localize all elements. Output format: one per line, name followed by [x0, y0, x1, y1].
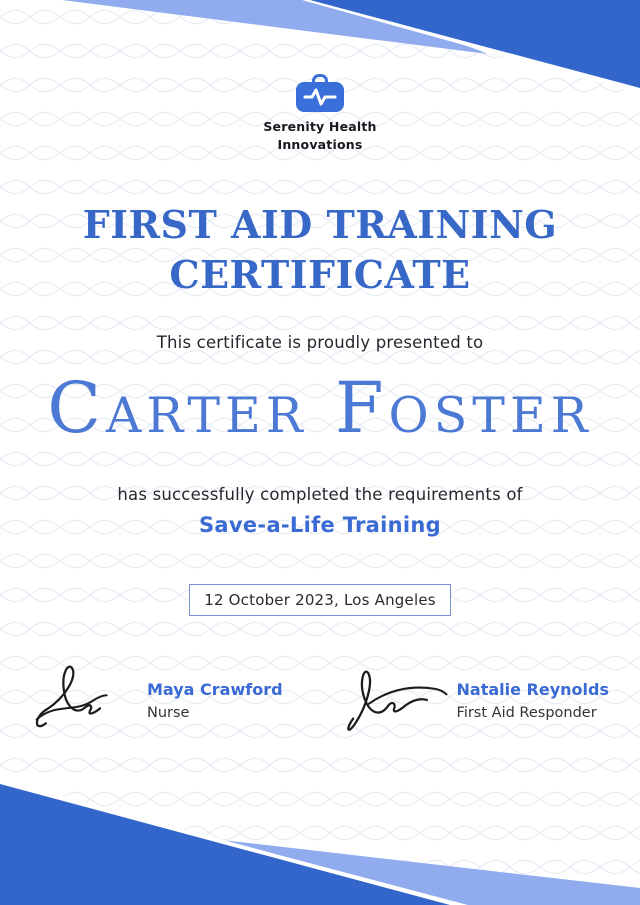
date-location-text: 12 October 2023, Los Angeles — [204, 590, 436, 609]
signature-block-left — [31, 656, 283, 740]
signatory-right-text — [457, 680, 609, 721]
signatory-name: Natalie Reynolds — [456, 679, 609, 699]
signatures-row — [0, 656, 640, 740]
brand-logo — [258, 74, 383, 154]
signatory-role: First Aid Responder — [456, 704, 597, 721]
certificate-title-line1: FIRST AID TRAINING — [82, 202, 558, 248]
pulse-line-icon — [298, 83, 342, 111]
signature-block-right — [341, 656, 609, 740]
date-location-box — [189, 584, 451, 616]
handwritten-signature-icon — [31, 658, 143, 740]
completion-text: has successfully completed the requirements of — [117, 484, 523, 504]
brand-name: Serenity Health Innovations — [263, 119, 377, 153]
presented-text: This certificate is proudly presented to — [156, 332, 484, 352]
signatory-name: Maya Crawford — [147, 679, 283, 699]
certificate-title — [83, 200, 558, 300]
signatory-left-text — [147, 680, 283, 721]
signatory-role: Nurse — [147, 704, 190, 721]
course-name: Save-a-Life Training — [199, 512, 441, 537]
handwritten-signature-icon — [341, 658, 453, 740]
certificate-title-line2: CERTIFICATE — [169, 252, 471, 298]
recipient-name: Carter Foster — [47, 366, 593, 449]
medical-briefcase-pulse-icon — [296, 82, 344, 112]
